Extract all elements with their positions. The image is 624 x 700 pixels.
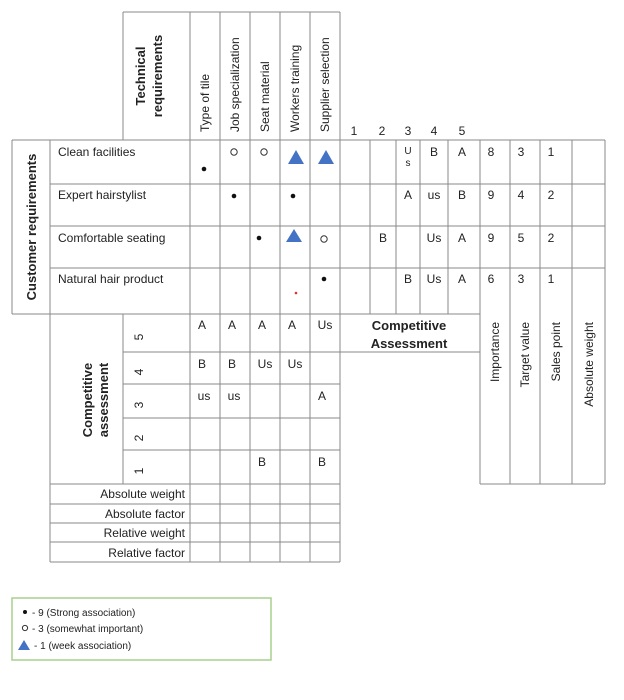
req-natural-hair-product: Natural hair product <box>58 272 164 286</box>
sales-r2: 2 <box>547 188 555 202</box>
scale-number-3: 3 <box>404 124 412 138</box>
importance-r2: 9 <box>487 188 495 202</box>
comp-cell-5-3: A <box>257 318 267 332</box>
legend-circle: - 3 (somewhat important) <box>32 624 144 635</box>
relationship-symbols <box>202 149 334 295</box>
importance-r4: 6 <box>487 272 495 286</box>
sales-r1: 1 <box>547 145 555 159</box>
target-r2: 4 <box>517 188 525 202</box>
competitive-label-line1: Competitive <box>80 362 95 438</box>
comp-cell-4-4: Us <box>287 357 303 371</box>
legend-triangle: - 1 (week association) <box>34 641 132 652</box>
bottom-label-absolute-factor: Absolute factor <box>104 507 185 521</box>
col-header-importance: Importance <box>488 322 502 383</box>
triangle-icon <box>288 150 304 164</box>
importance-r3: 9 <box>487 231 495 245</box>
competitive-assessment-title-line2: Assessment <box>370 336 448 351</box>
technical-label-line1: Technical <box>133 46 148 106</box>
strong-dot-icon <box>257 236 262 241</box>
comp-scale-3: 3 <box>132 401 146 409</box>
req-clean-facilities: Clean facilities <box>58 145 136 159</box>
strong-dot-icon <box>322 277 327 282</box>
assessment-cell-r4-s4: Us <box>426 272 442 286</box>
bottom-label-absolute-weight: Absolute weight <box>100 487 185 501</box>
comp-cell-4-2: B <box>227 357 237 371</box>
legend <box>12 598 271 660</box>
comp-scale-4: 4 <box>132 368 146 376</box>
comp-cell-5-4: A <box>287 318 297 332</box>
comp-cell-5-2: A <box>227 318 237 332</box>
scale-number-1: 1 <box>350 124 358 138</box>
comp-cell-1-5: B <box>317 455 327 469</box>
bottom-label-relative-factor: Relative factor <box>108 546 185 560</box>
col-header-job-specialization: Job specialization <box>228 37 242 132</box>
technical-label-line2: requirements <box>150 34 165 118</box>
assessment-cell-r2-s5: B <box>457 188 467 202</box>
assessment-cell-r1-s5: A <box>457 145 467 159</box>
assessment-cell-r1-s3-top: U <box>404 146 412 157</box>
comp-cell-1-3: B <box>257 455 267 469</box>
assessment-cell-r3-s4: Us <box>426 231 442 245</box>
comp-cell-4-3: Us <box>257 357 273 371</box>
assessment-cell-r1-s3-bottom: s <box>405 158 411 169</box>
comp-cell-3-1: us <box>197 389 211 403</box>
scale-number-5: 5 <box>458 124 466 138</box>
customer-requirements-label: Customer requirements <box>24 153 39 301</box>
assessment-cell-r4-s3: B <box>403 272 413 286</box>
open-circle-icon <box>261 149 267 155</box>
assessment-cell-r1-s4: B <box>429 145 439 159</box>
strong-dot-icon <box>202 167 207 172</box>
comp-cell-5-1: A <box>197 318 207 332</box>
comp-scale-2: 2 <box>132 434 146 442</box>
open-circle-icon <box>321 236 327 242</box>
strong-dot-icon <box>232 194 237 199</box>
scale-number-2: 2 <box>378 124 386 138</box>
comp-cell-5-5: Us <box>317 318 333 332</box>
red-dot-icon <box>295 292 298 295</box>
competitive-assessment-title-line1: Competitive <box>371 318 447 333</box>
comp-cell-3-5: A <box>317 389 327 403</box>
sales-r3: 2 <box>547 231 555 245</box>
open-circle-icon <box>231 149 237 155</box>
target-r4: 3 <box>517 272 525 286</box>
col-header-seat-material: Seat material <box>258 61 272 132</box>
importance-r1: 8 <box>487 145 495 159</box>
assessment-cell-r3-s5: A <box>457 231 467 245</box>
strong-dot-icon <box>291 194 296 199</box>
triangle-icon <box>286 229 302 242</box>
legend-strong-dot-icon <box>23 610 27 614</box>
bottom-label-relative-weight: Relative weight <box>103 526 185 540</box>
bottom-grid <box>50 484 340 562</box>
target-r3: 5 <box>517 231 525 245</box>
assessment-cell-r3-s2: B <box>378 231 388 245</box>
target-r1: 3 <box>517 145 525 159</box>
triangle-icon <box>318 150 334 164</box>
sales-r4: 1 <box>547 272 555 286</box>
col-header-supplier-selection: Supplier selection <box>318 37 332 132</box>
comp-cell-4-1: B <box>197 357 207 371</box>
comp-scale-5: 5 <box>132 333 146 341</box>
competitive-label-line2: assessment <box>96 362 111 438</box>
comp-scale-1: 1 <box>132 467 146 475</box>
assessment-cell-r2-s3: A <box>403 188 413 202</box>
col-header-workers-training: Workers training <box>288 44 302 132</box>
assessment-cell-r4-s5: A <box>457 272 467 286</box>
req-comfortable-seating: Comfortable seating <box>58 231 166 245</box>
assessment-cell-r2-s4: us <box>427 188 441 202</box>
col-header-absolute-weight: Absolute weight <box>582 322 596 407</box>
legend-strong: - 9 (Strong association) <box>32 608 136 619</box>
col-header-type-of-tile: Type of tile <box>198 73 212 132</box>
req-expert-hairstylist: Expert hairstylist <box>58 188 147 202</box>
scale-number-4: 4 <box>430 124 438 138</box>
col-header-target-value: Target value <box>518 322 532 388</box>
col-header-sales-point: Sales point <box>549 322 563 382</box>
comp-cell-3-2: us <box>227 389 241 403</box>
